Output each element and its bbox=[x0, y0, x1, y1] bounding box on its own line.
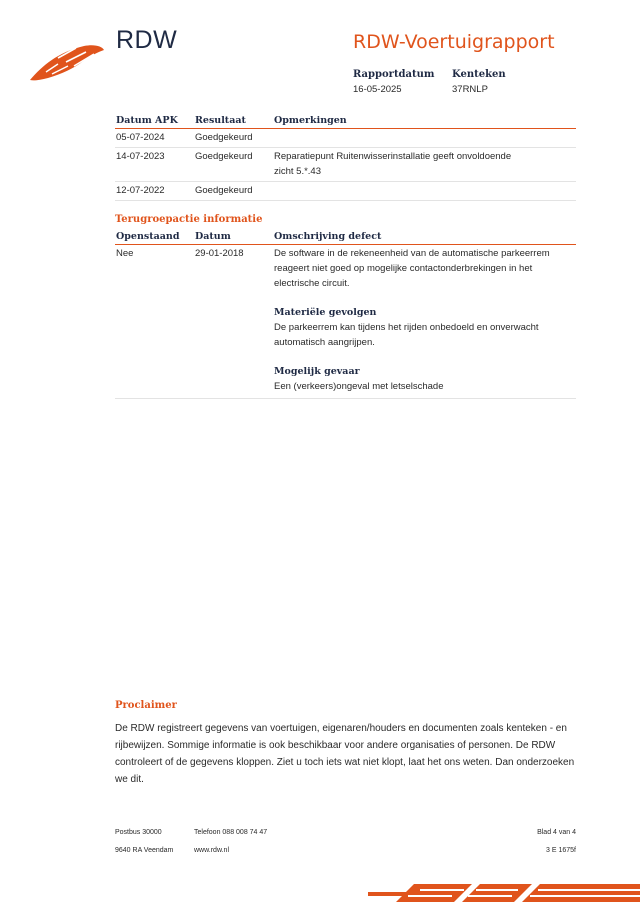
footer-postbus: Postbus 30000 bbox=[115, 829, 162, 836]
gevaar-text: Een (verkeers)ongeval met letselschade bbox=[274, 381, 444, 392]
table-row bbox=[115, 148, 576, 182]
apk-col-opmerkingen: Opmerkingen bbox=[273, 112, 576, 129]
footer-telefoon: Telefoon 088 008 74 47 bbox=[194, 829, 268, 836]
orange-stripes-icon bbox=[368, 880, 640, 906]
apk-opmerking bbox=[273, 182, 576, 201]
footer-plaats: 9640 RA Veendam bbox=[115, 847, 174, 854]
kenteken-label: Kenteken bbox=[452, 69, 506, 80]
rapportdatum-value: 16-05-2025 bbox=[353, 84, 402, 95]
table-row bbox=[115, 245, 576, 399]
apk-resultaat: Goedgekeurd bbox=[194, 129, 273, 148]
recall-openstaand: Nee bbox=[115, 245, 194, 399]
footer-page-number: Blad 4 van 4 bbox=[537, 829, 576, 836]
apk-header-row bbox=[115, 112, 576, 129]
table-row bbox=[115, 182, 576, 201]
proclaimer-title: Proclaimer bbox=[115, 700, 177, 711]
apk-resultaat: Goedgekeurd bbox=[194, 148, 273, 182]
report-title: RDW-Voertuigrapport bbox=[353, 31, 555, 53]
gevolgen-text: De parkeerrem kan tijdens het rijden onbedoeld en onverwacht automatisch aangrijpen. bbox=[274, 322, 539, 348]
recall-table bbox=[115, 228, 576, 399]
gevolgen-heading: Materiële gevolgen bbox=[274, 307, 377, 318]
apk-col-resultaat: Resultaat bbox=[194, 112, 273, 129]
rapportdatum-label: Rapportdatum bbox=[353, 69, 435, 80]
apk-opmerking: Reparatiepunt Ruitenwisserinstallatie geeft onvoldoende zicht 5.*.43 bbox=[273, 148, 576, 182]
recall-datum: 29-01-2018 bbox=[194, 245, 273, 399]
rdw-logo-icon bbox=[28, 40, 106, 82]
recall-col-datum: Datum bbox=[194, 228, 273, 245]
recall-col-openstaand: Openstaand bbox=[115, 228, 194, 245]
recall-col-omschrijving: Omschrijving defect bbox=[273, 228, 576, 245]
footer-website[interactable]: www.rdw.nl bbox=[194, 847, 230, 854]
apk-col-datum: Datum APK bbox=[115, 112, 194, 129]
proclaimer-text: De RDW registreert gegevens van voertuigen, eigenaren/houders en documenten zoals kenteken - en rijbewijzen. Sommige informatie is ook beschikbaar voor andere organisaties of personen. De RDW controleert of de gegevens kloppen. Ziet u toch iets wat niet klopt, laat het ons weten. Dan onderzoeken we dit. bbox=[115, 723, 575, 785]
recall-details bbox=[273, 245, 576, 399]
gevaar-heading: Mogelijk gevaar bbox=[274, 366, 360, 377]
table-row bbox=[115, 129, 576, 148]
apk-resultaat: Goedgekeurd bbox=[194, 182, 273, 201]
kenteken-value: 37RNLP bbox=[452, 84, 488, 95]
apk-datum: 05-07-2024 bbox=[115, 129, 194, 148]
apk-datum: 14-07-2023 bbox=[115, 148, 194, 182]
apk-datum: 12-07-2022 bbox=[115, 182, 194, 201]
logo-text: RDW bbox=[116, 26, 178, 54]
recall-section-title: Terugroepactie informatie bbox=[115, 214, 263, 225]
apk-opmerking bbox=[273, 129, 576, 148]
recall-header-row bbox=[115, 228, 576, 245]
footer-code: 3 E 1675f bbox=[546, 847, 576, 854]
recall-omschrijving: De software in de rekeneenheid van de automatische parkeerrem reageert niet goed op mogelijke contactonderbrekingen in het electrische circuit. bbox=[274, 248, 550, 289]
apk-table bbox=[115, 112, 576, 201]
